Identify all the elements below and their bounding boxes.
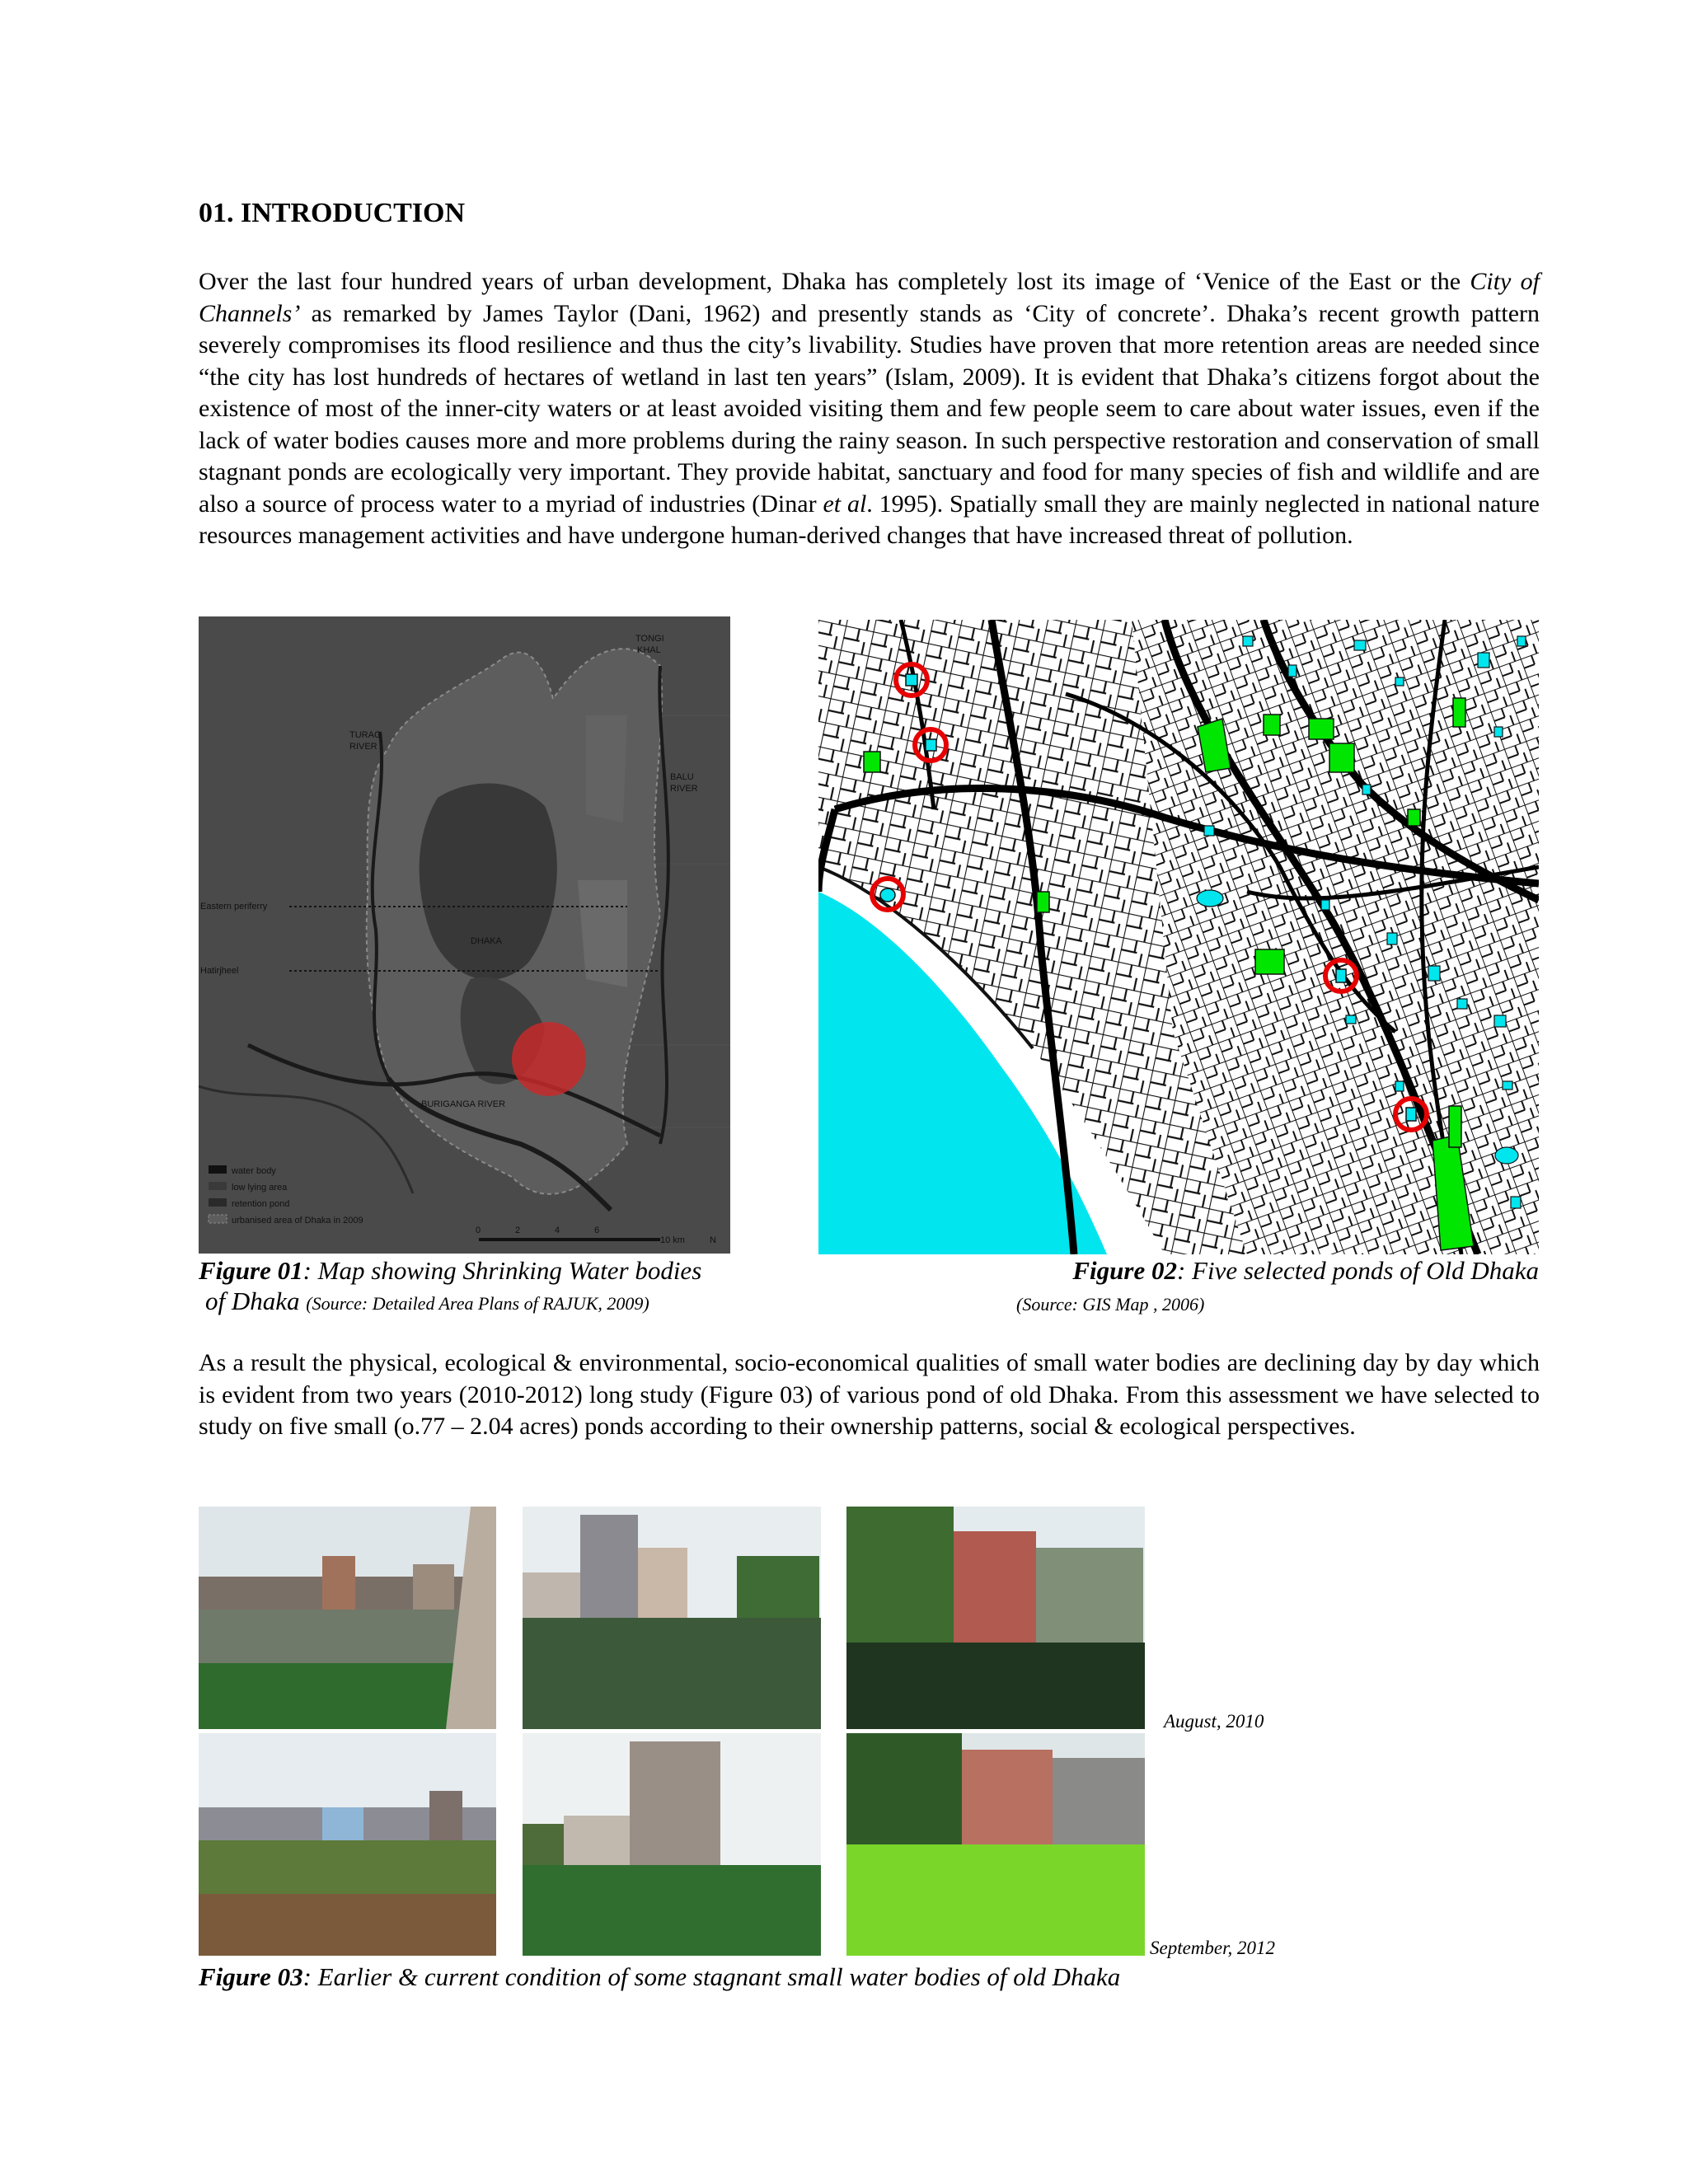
label-buriganga: BURIGANGA RIVER	[421, 1099, 506, 1109]
label-khal: KHAL	[637, 645, 661, 655]
photo-pond-2-2010	[523, 1507, 821, 1729]
photo-pond-3-2010	[846, 1507, 1145, 1729]
legend-urban: urbanised area of Dhaka in 2009	[232, 1216, 363, 1226]
photo-pond-2-2012	[523, 1733, 821, 1956]
figure01-source: (Source: Detailed Area Plans of RAJUK, 2009)	[306, 1293, 649, 1314]
para1-part1: Over the last four hundred years of urban development, Dhaka has completely lost its image of ‘Venice of the East or the	[199, 268, 1470, 295]
scale-4: 4	[555, 1226, 560, 1235]
figure03-caption-label: Figure 03	[199, 1962, 303, 1991]
label-dhaka: DHAKA	[471, 936, 502, 946]
figure01-caption-label: Figure 01	[199, 1256, 303, 1285]
figure02-source: (Source: GIS Map , 2006)	[1016, 1294, 1205, 1315]
legend-low: low lying area	[232, 1183, 288, 1193]
figure01-caption	[199, 1256, 776, 1286]
para1-italic2: et al	[823, 490, 867, 518]
figure03-caption	[199, 1962, 1353, 1992]
result-paragraph: As a result the physical, ecological & environmental, socio-economical qualities of small water bodies are declining day by day which is evident from two years (2010-2012) long study (Figure 03) of various pond of old Dhaka. From this assessment we have selected to study on five small (o.77 – 2.04 acres) ponds according to their ownership patterns, social & ecological perspectives.	[199, 1349, 1540, 1440]
figure01-map-svg	[199, 616, 730, 1254]
figure02-map-svg	[818, 620, 1539, 1254]
label-eastern: Eastern periferry	[200, 902, 268, 912]
scale-6: 6	[594, 1226, 600, 1235]
section-heading: 01. INTRODUCTION	[199, 198, 466, 228]
photo-pond-3-2012	[846, 1733, 1145, 1956]
label-balu-river: RIVER	[670, 784, 698, 794]
label-western: Hatirjheel	[200, 966, 239, 976]
legend-retention: retention pond	[232, 1199, 290, 1209]
intro-paragraph	[199, 266, 1540, 552]
scale-0: 0	[476, 1226, 481, 1235]
figure02-caption-text: : Five selected ponds of Old Dhaka	[1176, 1256, 1539, 1285]
north-arrow-label: N	[710, 1235, 716, 1245]
para1-part2: as remarked by James Taylor (Dani, 1962) and presently stands as ‘City of concrete’. Dhaka’s recent growth pattern severely compromises its flood resilience and thus the city’s livability. Studies have proven that more retention areas are needed since “the city has lost hundreds of hectares of wetland in last ten years” (Islam, 2009). It is evident that Dhaka’s citizens forgot about the existence of most of the inner-city waters or at least avoided visiting them and few people seem to care about water issues, even if the lack of water bodies causes more and more problems during the rainy season. In such perspective restoration and conservation of small stagnant ponds are ecologically very important. They provide habitat, sanctuary and food for many species of fish and wildlife and are also a source of process water to a myriad of industries (Dinar	[199, 299, 1540, 518]
figure03-caption-text: : Earlier & current condition of some stagnant small water bodies of old Dhaka	[302, 1962, 1121, 1991]
figure01-caption-text: : Map showing Shrinking Water bodies	[302, 1256, 702, 1285]
para1-part3: . 1995). Spatially small they are mainly neglected in national nature resources management activities and have undergone human-derived changes that have increased threat of pollution.	[199, 490, 1540, 549]
para1-italic1: City of Channels’	[199, 268, 1540, 327]
figure01-map	[199, 616, 730, 1254]
label-turag-river: RIVER	[349, 742, 377, 752]
photo-pond-1-2012	[199, 1733, 496, 1956]
label-tongi: TONGI	[635, 634, 664, 644]
scale-2: 2	[515, 1226, 521, 1235]
label-balu: BALU	[670, 772, 694, 782]
figure02-caption	[954, 1256, 1539, 1286]
date-bottom: September, 2012	[1150, 1938, 1276, 1958]
legend-water: water body	[232, 1166, 276, 1176]
date-top: August, 2010	[1164, 1711, 1264, 1732]
figure02-caption-label: Figure 02	[1072, 1256, 1177, 1285]
photo-pond-1-2010	[199, 1507, 496, 1729]
figure01-caption-line2	[205, 1286, 865, 1319]
figure02-map	[818, 620, 1539, 1254]
scale-km: 10 km	[660, 1235, 685, 1245]
figure01-caption-line2-text: of Dhaka	[205, 1286, 300, 1315]
label-turag: TURAG	[349, 730, 382, 740]
